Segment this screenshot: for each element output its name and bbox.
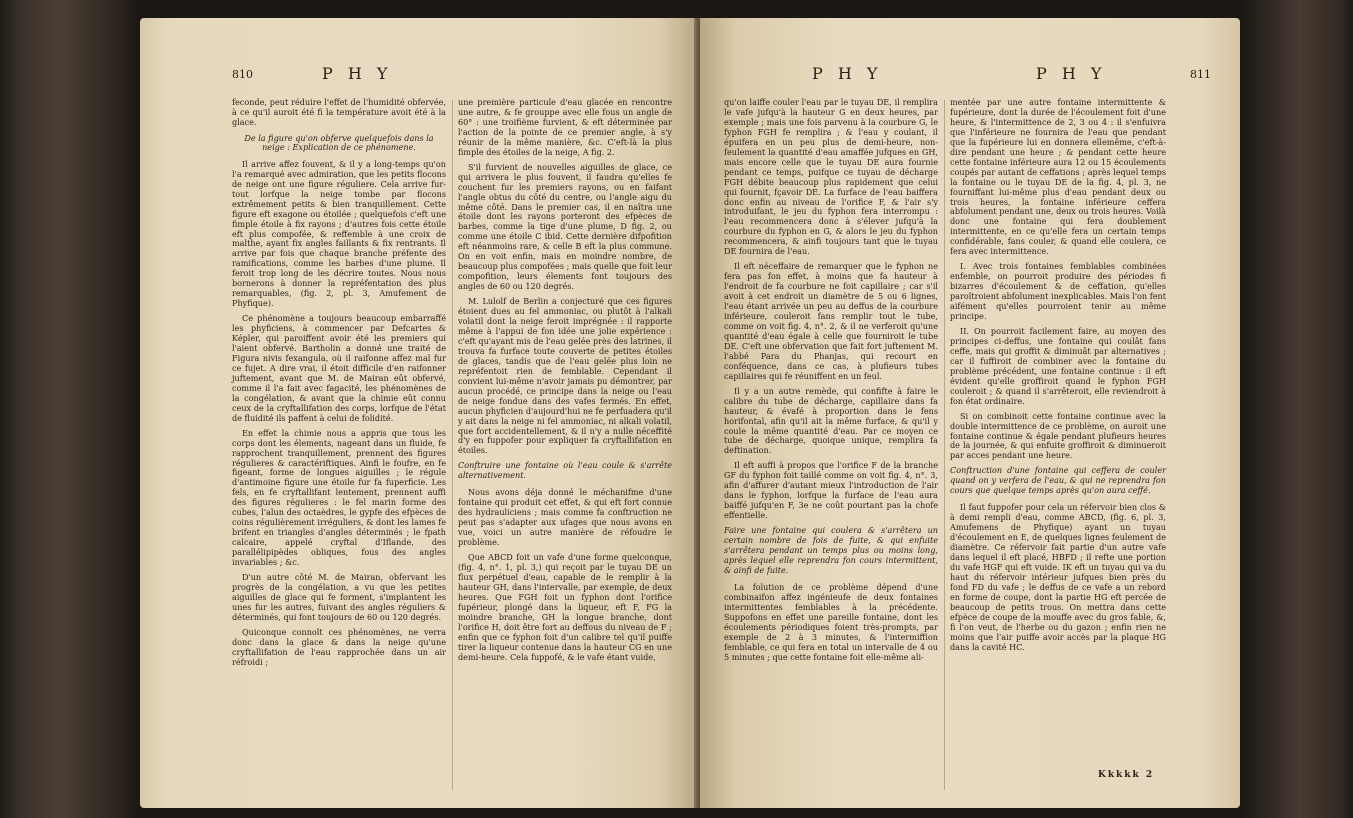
paragraph: Il eft néceffaire de remarquer que le fyphon ne fera pas fon effet, à moins que fa hauteur à l'endroit de fa courbure ne foit capillaire ; car s'il avoit à cet endroit un diamètre de 5 ou 6 lignes, l'eau étant arrivée un peu au deffus de la courbure inférieure, couleroit fans remplir tout le tube, comme on voit fig. 4, n°. 2, & il ne verferoit qu'une quantité d'eau égale à celle que fourniroit le tube DE. C'eft une obfervation que fait fort juftement M. l'abbé Para du Phanjas, qui recourt en conféquence, dans ce cas, à plufieurs tubes capillaires qui fe réuniffent en un feul.	[724, 261, 938, 381]
section-heading: Conftruire une fontaine où l'eau coule & s'arrête alternativement.	[458, 460, 672, 481]
paragraph: une première particule d'eau glacée en rencontre une autre, & fe grouppe avec elle fous un angle de 60° : une troifième furvient, & eft déterminée par l'action de la pointe de ce premier angle, à s'y réunir de la même manière, &c. C'eft-là la plus fimple des étoiles de la neige, A fig. 2.	[458, 97, 672, 157]
paragraph: Il arrive affez fouvent, & il y a long-temps qu'on l'a remarqué avec admiration, que les petits flocons de neige ont une figure réguliere. Cela arrive fur-tout lorfque la neige tombe par flocons extrêmement petits & bien tranquillement. Cette figure eft exagone ou étoilée ; quelquefois c'eft une fimple étoile à fix rayons ; d'autres fois cette étoile eft plus compofée, & reffemble à une croix de malthe, ayant fix angles faillants & fix rentrants. Il arrive par fois que chaque branche préfente des ramifications, comme les barbes d'une plume. Il feroit trop long de les décrire toutes. Nous nous bornerons à donner la repréfentation des plus remarquables, (fig. 2, pl. 3, Amufement de Phyfique).	[232, 158, 446, 309]
right-page	[700, 18, 1240, 808]
left-running-title: P H Y	[322, 64, 393, 83]
paragraph: I. Avec trois fontaines femblables combinées enfemble, on pourroit produire des périodes fi bizarres d'écoulement & de ceffation, qu'elles paroîtroient abfolument inexplicables. Mais l'on fent aifément qu'elles pourroient tenir au même principe.	[950, 261, 1166, 322]
paragraph: Il eft auffi à propos que l'orifice F de la branche GF du fyphon foit taillé comme on voit fig. 4, n°. 3, afin d'affurer d'autant mieux l'introduction de l'air dans le fyphon, lorfque la furface de l'eau aura baiffé jufqu'en F, 3e ne coût pourtant pas la chofe effentielle.	[724, 460, 938, 521]
left-column-1	[232, 98, 446, 673]
paragraph: Quiconque connoît ces phénomènes, ne verra donc dans la glace & dans la neige qu'une cryftallifation de l'eau rapprochée dans un air réfroidi ;	[232, 626, 446, 667]
paragraph: feconde, peut réduire l'effet de l'humidité obfervée, à ce qu'il auroit été fi la température avoit été à la glace.	[232, 97, 446, 127]
section-heading: De la figure qu'on obferve quelquefois dans la neige : Explication de ce phénomene.	[244, 132, 434, 153]
right-running-head	[700, 64, 1240, 86]
paragraph: S'il furvient de nouvelles aiguilles de glace, ce qui arrivera le plus fouvent, il faudra qu'elles fe couchent fur les premiers rayons, ou en faifant l'angle obtus du côté du centre, ou l'angle aigu du même côté. Dans le premier cas, il en naîtra une étoile dont les rayons porteront des efpèces de barbes, comme la tige d'une plume, D fig. 2, ou comme une étoile C ibid. Cette dernière difpofition eft néanmoins rare, & celle B eft la plus commune. On en voit enfin, mais en moindre nombre, de beaucoup plus compofées ; mais quelle que foit leur compofition, leurs élements font toujours des angles de 60 ou 120 degrés.	[458, 161, 672, 292]
right-column-1	[724, 98, 938, 667]
left-column-2	[458, 98, 672, 667]
left-running-head	[140, 64, 698, 86]
section-heading: Conftruction d'une fontaine qui ceffera de couler quand on y verfera de l'eau, & qui ne reprendra fon cours que quelque temps après qu'on aura ceffé.	[950, 465, 1166, 496]
right-column-2	[950, 98, 1166, 658]
paragraph: Il faut fuppofer pour cela un réfervoir bien clos & à demi rempli d'eau, comme ABCD, (fig. 6, pl. 3, Amufemens de Phyfique) ayant un tuyau d'écoulement en E, de quelques lignes feulement de diamètre. Ce réfervoir fait partie d'un autre vafe dans lequel il eft placé, HBFD ; il refte une portion du vafe HGF qui eft vuide. IK eft un tuyau qui va du haut du réfervoir intérieur jufques bien près du fond FD du vafe ; le deffus de ce vafe a un rebord en forme de coupe, dont la partie HG eft percée de beaucoup de petits trous. On mettra dans cette efpèce de coupe de la mouffe avec du gros fable, &, fi l'on veut, de l'herbe ou du gazon ; enfin rien ne moins que l'air puiffe avoir accès par la plaque HG dans la cavité HC.	[950, 502, 1166, 652]
paragraph: La folution de ce problème dépend d'une combinaifon affez ingénieufe de deux fontaines intermittentes femblables à la précédente. Suppofons en effet une pareille fontaine, dont les écoulements périodiques foient très-prompts, par exemple de 2 à 3 minutes, & l'intermiffion femblable, ce qui fera en total un intervalle de 4 ou 5 minutes ; que cette fontaine foit elle-même ali-	[724, 581, 938, 662]
paragraph: II. On pourroit facilement faire, au moyen des principes ci-deffus, une fontaine qui coulât fans ceffe, mais qui groffit & diminuât par alternatives ; car il fuffiroit de combiner avec la fontaine du problème précédent, une fontaine continue : il eft évident qu'elle groffiroit quand le fyphon FGH couleroit ; & quand il s'arrêteroit, elle reviendroit à fon état ordinaire.	[950, 325, 1166, 406]
paragraph: D'un autre côté M. de Mairan, obfervant les progrès de la congélation, a vu que les petites aiguilles de glace qui fe forment, s'implantent les unes fur les autres, fuivant des angles réguliers & déterminés, qui font toujours de 60 ou 120 degrés.	[232, 571, 446, 622]
page-signature: Kkkkk 2	[1098, 770, 1155, 780]
section-heading: Faire une fontaine qui coulera & s'arrêtera un certain nombre de fois de fuite, & qui enfuite s'arrêtera pendant un temps plus ou moins long, après lequel elle reprendra fon cours intermittent, & ainfi de fuite.	[724, 525, 938, 575]
paragraph: En effet la chimie nous a appris que tous les corps dont les élements, nageant dans un fluide, fe rapprochent tranquillement, prennent des figures régulieres & caractériftiques. Ainfi le foufre, en fe figeant, forme de longues aiguilles ; le régule d'antimoine figure une étoile fur fa fuperficie. Les fels, en fe cryftallifant lentement, prennent auffi des figures régulieres : le fel marin forme des cubes, l'alun des octaèdres, le gypfe des efpèces de coins régulièrement irréguliers, & dont les lames fe brifent en triangles d'angles déterminés ; le fpath calcaire, appelé cryftal d'Iflande, des parallélipipèdes obliques, fous des angles invariables ; &c.	[232, 427, 446, 568]
paragraph: Ce phénomène a toujours beaucoup embarraffé les phyficiens, à commencer par Defcartes & Képler, qui paroiffent avoir été les premiers qui l'aient obfervé. Bartholin a donné une traité de Figura nivis fexangula, où il raifonne affez mal fur ce fujet. A dire vrai, il étoit difficile d'en raifonner juftement, avant que M. de Mairan eût obfervé, comme il l'a fait avec fagacité, les phénomènes de la congélation, & avant que la chimie eût connu ceux de la cryftallifation des corps, lorfque de l'état de fluidité ils paffent à celui de folidité.	[232, 313, 446, 423]
column-rule	[452, 100, 453, 790]
paragraph: Nous avons déja donné le méchanifme d'une fontaine qui produit cet effet, & qui eft fort connue des hydrauliciens ; mais comme fa conftruction ne peut pas s'adapter aux ufages que nous avons en vue, voici un autre manière de réfoudre le problème.	[458, 487, 672, 548]
right-running-title-left: P H Y	[812, 64, 883, 83]
left-page	[140, 18, 698, 808]
right-page-number: 811	[1190, 68, 1211, 81]
paragraph: M. Lulolf de Berlin a conjecturé que ces figures étoient dues au fel ammoniac, ou plutôt à l'alkali volatil dont la neige feroit imprégnée : il rapporte même à l'appui de fon idée une jolie expérience : c'eft qu'ayant mis de l'eau gelée près des latrines, il trouva fa furface toute couverte de petites étoiles de glaces, tandis que de l'eau gelée plus loin ne repréfentoit rien de femblable. Cependant il convient lui-même n'avoir jamais pu démontrer, par aucun procédé, ce principe dans la neige ou l'eau de neige fondue dans des vafes fermés. En effet, aucun phyficien d'aujourd'hui ne fe perfuadera qu'il y ait dans la neige ni fel ammoniac, ni alkali volatil, que fort accidentellement, & il n'y a nulle néceffité d'y en fuppofer pour expliquer fa cryftallifation en étoiles.	[458, 296, 672, 456]
paragraph: Si on combinoit cette fontaine continue avec la double intermittence de ce problème, on auroit une fontaine continue & égale pendant plufieurs heures de la journée, & qui enfuite groffiroit & diminueroit par acces pendant une heure.	[950, 410, 1166, 461]
paragraph: Il y a un autre remède, qui confifte à faire le calibre du tube de décharge, capillaire dans fa hauteur, & évafé à proportion dans le fens horifontal, afin qu'il ait la même furface, & qu'il y coule la même quantité d'eau. Par ce moyen ce tube de décharge, quoique unique, remplira fa deftination.	[724, 385, 938, 456]
paragraph: mentée par une autre fontaine intermittente & fupérieure, dont la durée de l'écoulement foit d'une heure, & l'intermittence de 2, 3 ou 4 : il s'enfuivra que l'inférieure ne fournira de l'eau que pendant que la fupérieure lui en donnera ellemême, c'eft-à-dire pendant une heure ; & pendant cette heure cette fontaine inférieure aura 12 ou 15 écoulements coupés par autant de ceffations ; après lequel temps la fontaine ou le tuyau DE de la fig. 4, pl. 3, ne fourniffant lui-même plus d'eau pendant deux ou trois heures, la fontaine inférieure ceffera abfolument pendant une, deux ou trois heures. Voilà donc une fontaine qui fera doublement intermittente, en ce qu'elle fera un certain temps confidérable, fans couler, & quand elle coulera, ce fera avec intermittence.	[950, 97, 1166, 257]
paragraph: Que ABCD foit un vafe d'une forme quelconque, (fig. 4, n°. 1, pl. 3,) qui reçoit par le tuyau DE un flux perpétuel d'eau, capable de le remplir à la hauteur GH, dans l'intervalle, par exemple, de deux heures. Que FGH foit un fyphon dont l'orifice fupérieur, plongé dans la liqueur, eft F, FG la moindre branche, GH la longue branche, dont l'orifice H, doit être fort au deffous du niveau de F ; enfin que ce fyphon foit d'un calibre tel qu'il puiffe tirer la liqueur contenue dans la hauteur CG en une demi-heure. Cela fuppofé, & le vafe étant vuide,	[458, 551, 672, 662]
right-running-title-right: P H Y	[1036, 64, 1107, 83]
column-rule	[944, 100, 945, 790]
left-page-number: 810	[232, 68, 253, 81]
paragraph: qu'on laiffe couler l'eau par le tuyau DE, il remplira le vafe jufqu'à la hauteur G en deux heures, par exemple ; mais une fois parvenu à la courbure G, le fyphon FGH fe remplira ; & l'eau y coulant, il épuifera en un peu plus de demi-heure, non-feulement la quantité d'eau amaffée jufques en GH, mais encore celle que le tuyau DE aura fournie pendant ce temps, puifque ce tuyau de décharge FGH débite beaucoup plus rapidement que celui qui fournit, fçavoir DE. La furface de l'eau baiffera donc enfin au niveau de l'orifice F, & l'air s'y introduifant, le jeu du fyphon fera interrompu : l'eau recommencera donc à s'élever jufqu'à la courbure du fyphon en G, & alors le jeu du fyphon recommencera, & ainfi toujours tant que le tuyau DE fournira de l'eau.	[724, 97, 938, 257]
